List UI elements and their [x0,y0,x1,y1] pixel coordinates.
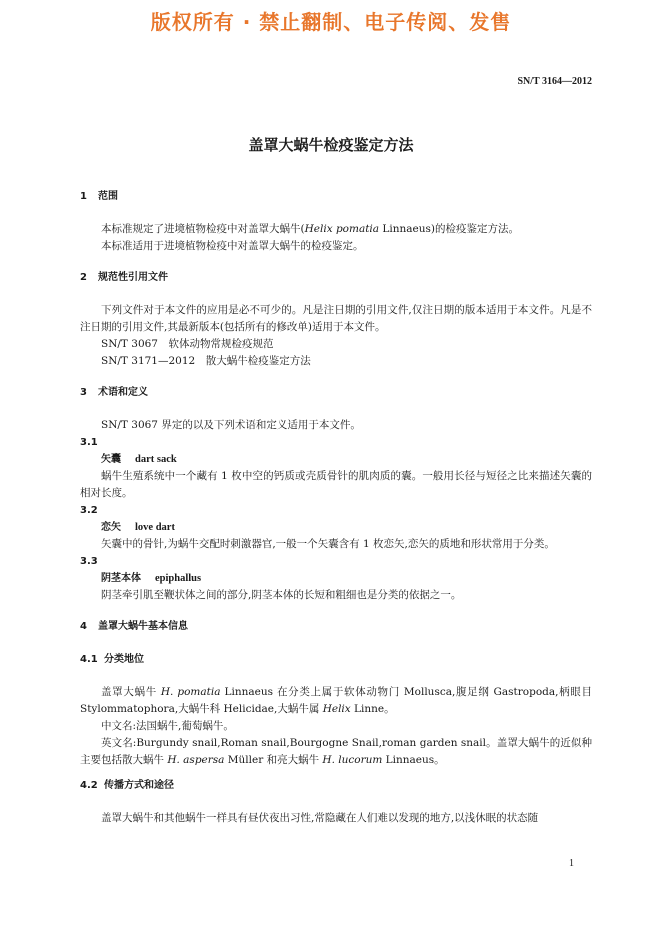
paragraph: 盖罩大蜗牛 H. pomatia Linnaeus 在分类上属于软体动物门 Mollusca,腹足纲 Gastropoda,柄眼目 Stylommatophora,大蜗牛科 Helicidae,大蜗牛属 Helix Linne。 [80,686,592,715]
section-title: 传播方式和途径 [104,780,174,791]
section-number: 2 [80,272,87,283]
paragraph: 盖罩大蜗牛和其他蜗牛一样具有昼伏夜出习性,常隐藏在人们难以发现的地方,以浅休眠的状态随 [101,812,539,824]
section-3-heading [80,384,592,401]
reference-item: SN/T 3067 软体动物常规检疫规范 [101,338,274,350]
section-number: 4 [80,621,87,632]
section-2-heading [80,269,592,286]
paragraph: 下列文件对于本文件的应用是必不可少的。凡是注日期的引用文件,仅注日期的版本适用于本文件。凡是不注日期的引用文件,其最新版本(包括所有的修改单)适用于本文件。 [80,304,592,333]
copyright-watermark: 版权所有 · 禁止翻制、电子传阅、发售 [150,10,512,34]
term-definition: 阴茎牵引肌至鞭状体之间的部分,阴茎本体的长短和粗细也是分类的依据之一。 [101,589,462,601]
term-name: 恋矢 love dart [101,522,175,533]
section-title: 规范性引用文件 [98,272,168,283]
section-1-heading [80,188,592,205]
subsection-4-1-heading [80,651,592,668]
term-name: 矢囊 dart sack [101,454,177,465]
term-number: 3.3 [80,556,98,567]
section-number: 4.2 [80,780,98,791]
term-definition: 蜗牛生殖系统中一个藏有 1 枚中空的钙质或壳质骨针的肌肉质的囊。一般用长径与短径之比来描述矢囊的相对长度。 [80,470,592,499]
term-number: 3.1 [80,437,98,448]
paragraph: 本标准适用于进境植物检疫中对盖罩大蜗牛的检疫鉴定。 [101,240,364,252]
section-4-heading [80,618,592,635]
section-number: 4.1 [80,654,98,665]
paragraph: 英文名:Burgundy snail,Roman snail,Bourgogne Snail,roman garden snail。盖罩大蜗牛的近似种主要包括散大蜗牛 H. aspersa Müller 和亮大蜗牛 H. lucorum Linnaeus。 [80,737,592,766]
section-number: 1 [80,191,87,202]
page-number: 1 [569,858,574,869]
paragraph: SN/T 3067 界定的以及下列术语和定义适用于本文件。 [101,419,361,431]
document-body [80,188,592,827]
document-title: 盖罩大蜗牛检疫鉴定方法 [248,136,414,154]
species-name: Helix pomatia [304,223,380,235]
paragraph: 中文名:法国蜗牛,葡萄蜗牛。 [101,720,234,732]
section-title: 术语和定义 [98,387,148,398]
section-title: 范围 [98,191,118,202]
term-definition: 矢囊中的骨针,为蜗牛交配时刺激器官,一般一个矢囊含有 1 枚恋矢,恋矢的质地和形状常用于分类。 [101,538,555,550]
section-title: 盖罩大蜗牛基本信息 [98,621,188,632]
section-title: 分类地位 [104,654,144,665]
term-name: 阴茎本体 epiphallus [101,573,202,584]
term-number: 3.2 [80,505,98,516]
reference-item: SN/T 3171—2012 散大蜗牛检疫鉴定方法 [101,355,311,367]
paragraph: 本标准规定了进境植物检疫中对盖罩大蜗牛(Helix pomatia Linnaeus)的检疫鉴定方法。 [101,223,519,235]
standard-code: SN/T 3164—2012 [517,76,592,87]
subsection-4-2-heading [80,777,592,794]
section-number: 3 [80,387,87,398]
